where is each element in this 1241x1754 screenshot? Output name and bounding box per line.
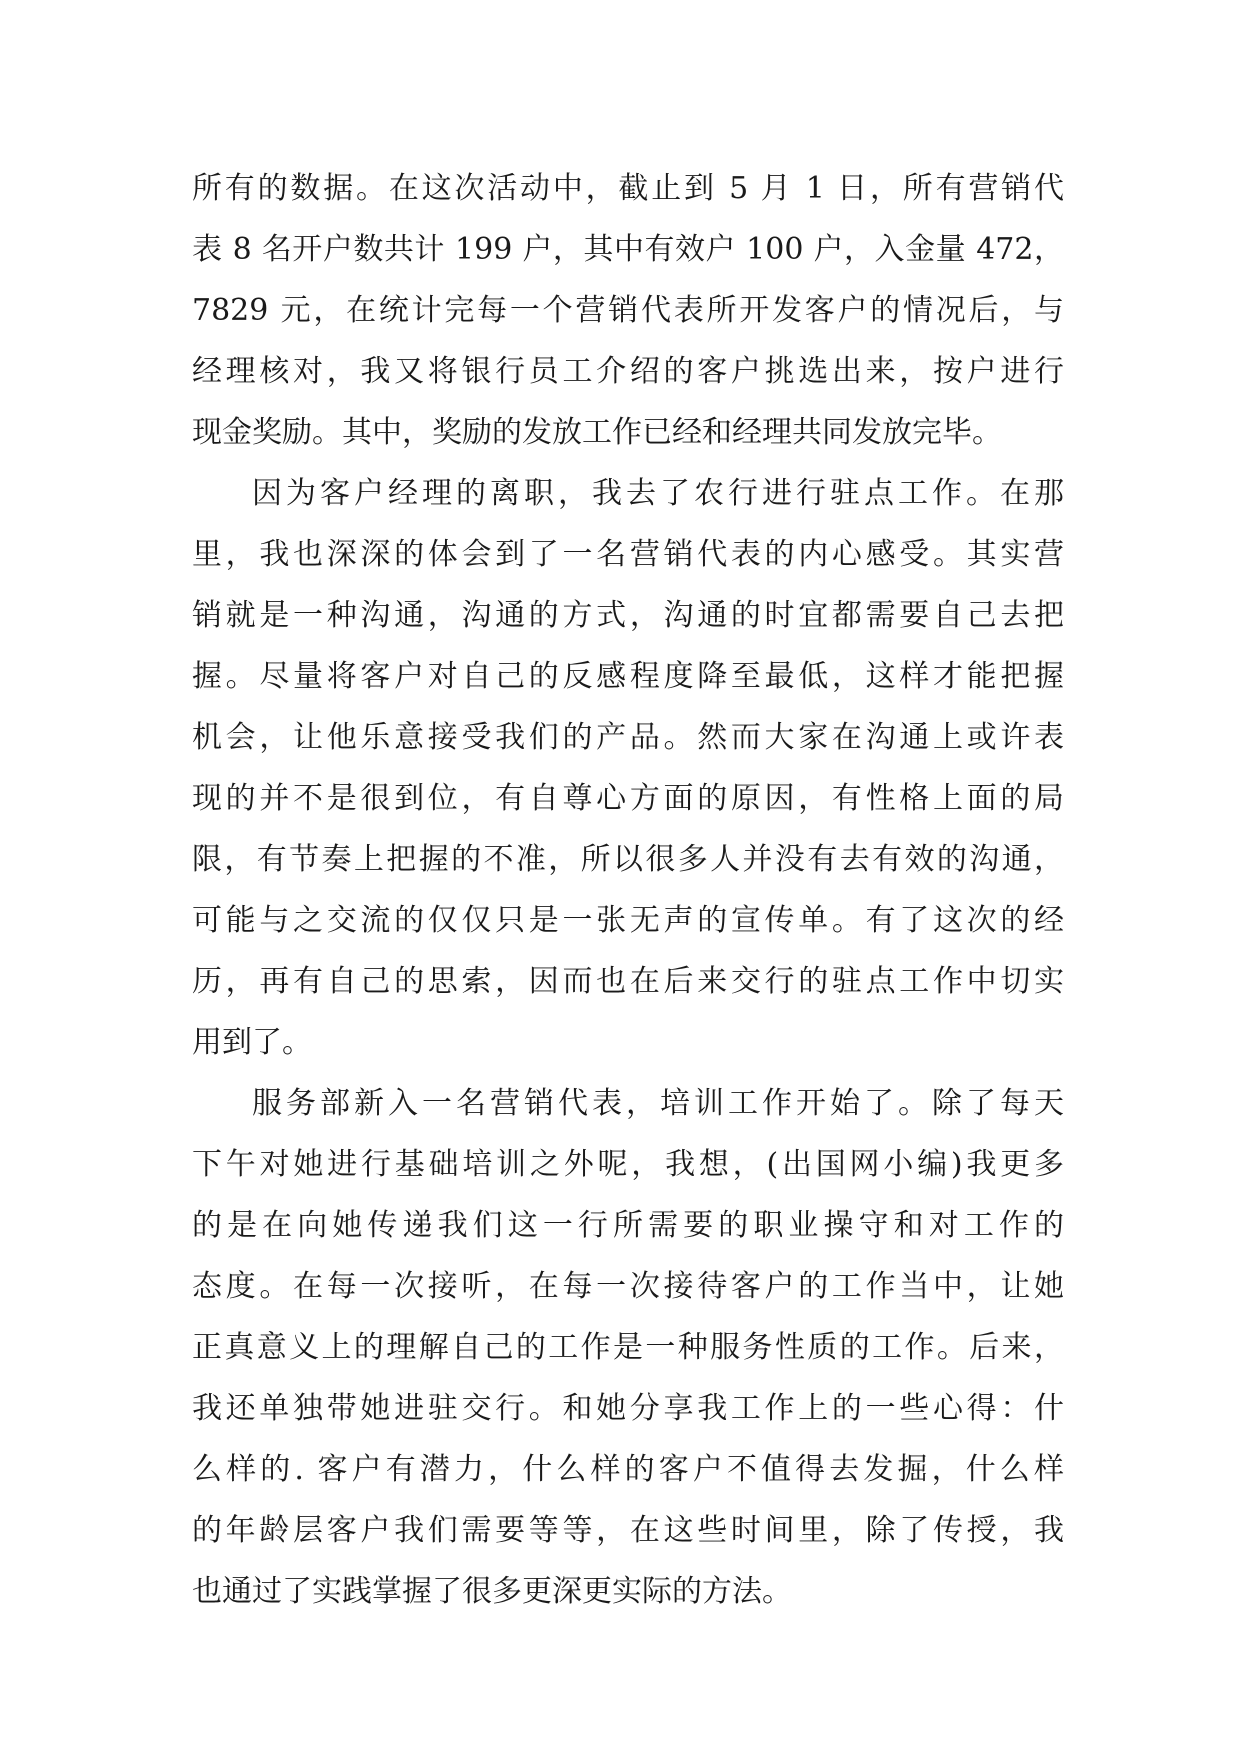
text-line: 机会，让他乐意接受我们的产品。然而大家在沟通上或许表 bbox=[192, 720, 1064, 755]
text-line: 握。尽量将客户对自己的反感程度降至最低，这样才能把握 bbox=[192, 659, 1064, 694]
text-line: 服务部新入一名营销代表，培训工作开始了。除了每天 bbox=[252, 1086, 1064, 1121]
text-line: 7829 元，在统计完每一个营销代表所开发客户的情况后，与 bbox=[192, 293, 1064, 328]
text-line: 限，有节奏上把握的不准，所以很多人并没有去有效的沟通， bbox=[192, 842, 1064, 877]
text-line: 可能与之交流的仅仅只是一张无声的宣传单。有了这次的经 bbox=[192, 903, 1064, 938]
text-line: 我还单独带她进驻交行。和她分享我工作上的一些心得：什 bbox=[192, 1391, 1064, 1426]
text-line: 里，我也深深的体会到了一名营销代表的内心感受。其实营 bbox=[192, 537, 1064, 572]
text-line: 因为客户经理的离职，我去了农行进行驻点工作。在那 bbox=[252, 476, 1064, 511]
text-line: 也通过了实践掌握了很多更深更实际的方法。 bbox=[192, 1574, 792, 1609]
text-line: 现的并不是很到位，有自尊心方面的原因，有性格上面的局 bbox=[192, 781, 1064, 816]
text-line: 正真意义上的理解自己的工作是一种服务性质的工作。后来， bbox=[192, 1330, 1064, 1365]
text-line: 表 8 名开户数共计 199 户，其中有效户 100 户，入金量 472， bbox=[192, 232, 1064, 267]
text-line: 用到了。 bbox=[192, 1025, 312, 1060]
text-line: 现金奖励。其中，奖励的发放工作已经和经理共同发放完毕。 bbox=[192, 415, 1002, 450]
text-line: 所有的数据。在这次活动中，截止到 5 月 1 日，所有营销代 bbox=[192, 171, 1064, 206]
text-line: 经理核对，我又将银行员工介绍的客户挑选出来，按户进行 bbox=[192, 354, 1064, 389]
text-line: 态度。在每一次接听，在每一次接待客户的工作当中，让她 bbox=[192, 1269, 1064, 1304]
text-line: 的是在向她传递我们这一行所需要的职业操守和对工作的 bbox=[192, 1208, 1064, 1243]
text-line: 下午对她进行基础培训之外呢，我想，(出国网小编)我更多 bbox=[192, 1147, 1064, 1182]
text-line: 的年龄层客户我们需要等等，在这些时间里，除了传授，我 bbox=[192, 1513, 1064, 1548]
text-line: 历，再有自己的思索，因而也在后来交行的驻点工作中切实 bbox=[192, 964, 1064, 999]
text-line: 销就是一种沟通，沟通的方式，沟通的时宜都需要自己去把 bbox=[192, 598, 1064, 633]
text-line: 么样的. 客户有潜力，什么样的客户不值得去发掘，什么样 bbox=[192, 1452, 1064, 1487]
document-body bbox=[192, 158, 1064, 1622]
